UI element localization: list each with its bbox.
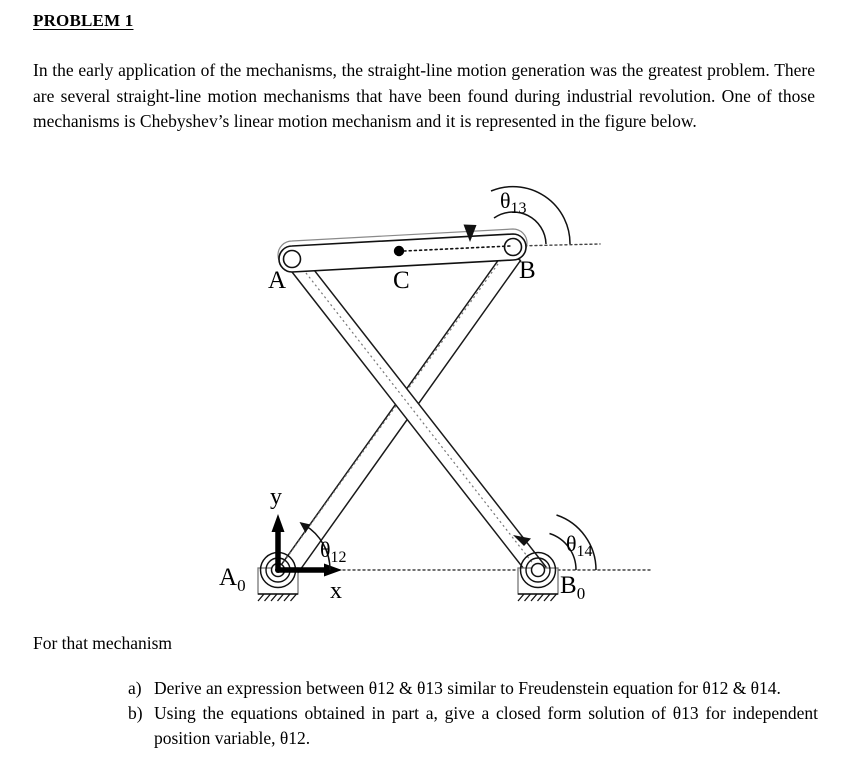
- label-theta12: $\theta_{12}$: [320, 537, 347, 566]
- lead-in-text: For that mechanism: [33, 633, 173, 653]
- label-joint-a: A: [268, 267, 287, 294]
- label-axis-y: y: [270, 484, 282, 510]
- question-marker-b: b): [128, 703, 143, 723]
- intro-paragraph: In the early application of the mechanisms, the straight-line motion generation was the greatest problem. There are several straight-line motion mechanisms that have been found during industrial revolution. One of those mechanisms is Chebyshev’s linear motion mechanism and it is represented in the figure below.: [33, 60, 815, 131]
- question-item-b: [128, 701, 818, 751]
- question-text-a: Derive an expression between θ12 & θ13 similar to Freudenstein equation for θ12 & θ14.: [154, 678, 781, 698]
- question-marker-a: a): [128, 678, 142, 698]
- coupler-link-ab: [278, 229, 527, 272]
- label-theta14: $\theta_{14}$: [566, 531, 593, 560]
- label-axis-x: x: [330, 578, 342, 604]
- label-ground-a0: $A_0$: [219, 564, 246, 595]
- question-text-b: Using the equations obtained in part a, give a closed form solution of θ13 for independent position variable, θ12.: [154, 703, 818, 748]
- page-title: PROBLEM 1: [33, 11, 134, 30]
- label-ground-b0: $B_0$: [560, 572, 586, 603]
- question-list: [128, 676, 818, 751]
- label-joint-b: B: [519, 257, 536, 284]
- y-axis-arrowhead: [272, 514, 285, 532]
- pin-joint-a: [284, 251, 301, 268]
- link-a0-b: [272, 243, 521, 589]
- pin-joint-b: [505, 239, 522, 256]
- question-item-a: [128, 676, 818, 701]
- label-coupler-point-c: C: [393, 267, 410, 294]
- mechanism-figure: [0, 172, 846, 622]
- coupler-point-c-marker: [394, 246, 404, 256]
- label-theta13: $\theta_{13}$: [500, 188, 527, 217]
